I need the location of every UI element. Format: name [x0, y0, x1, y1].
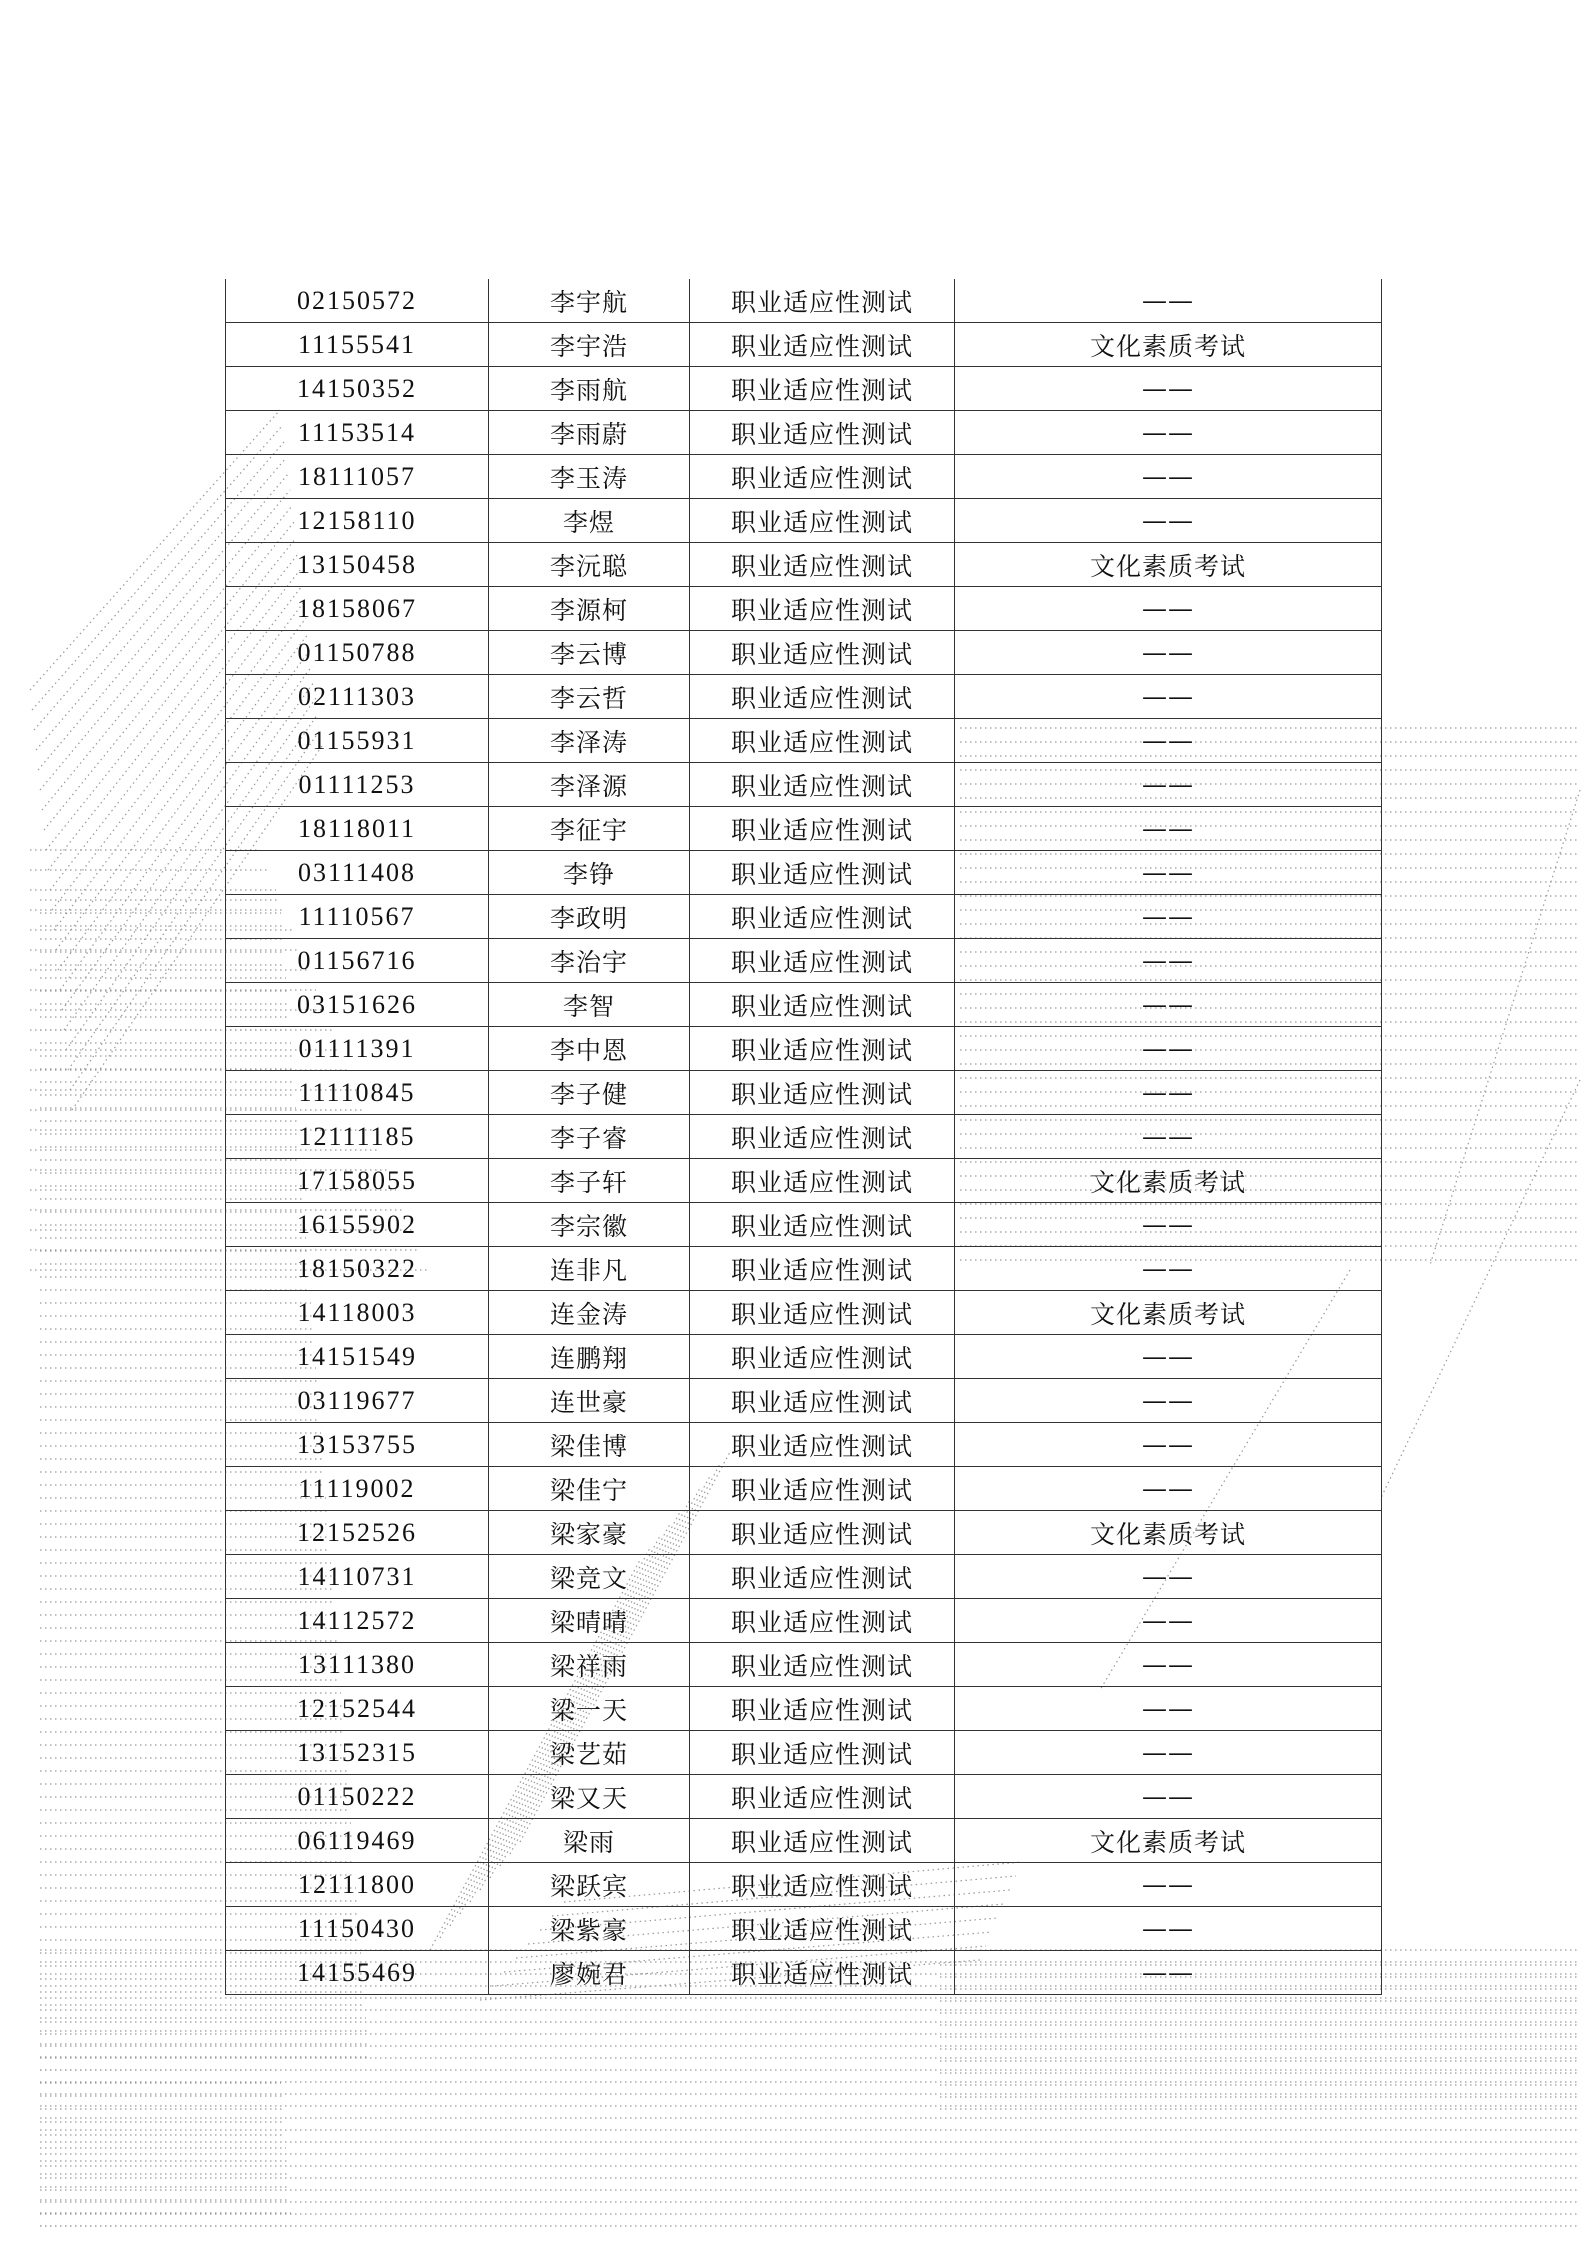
table-row — [226, 1115, 1382, 1159]
culture-exam-cell: —— — [955, 279, 1382, 323]
aptitude-test-cell: 职业适应性测试 — [690, 1643, 955, 1687]
culture-exam-cell: —— — [955, 1951, 1382, 1995]
culture-exam-cell: —— — [955, 1115, 1382, 1159]
table-row — [226, 1467, 1382, 1511]
exam-id-cell: 11153514 — [226, 411, 489, 455]
exam-id-cell: 13111380 — [226, 1643, 489, 1687]
aptitude-test-cell: 职业适应性测试 — [690, 1027, 955, 1071]
exam-id-cell: 02150572 — [226, 279, 489, 323]
aptitude-test-cell: 职业适应性测试 — [690, 851, 955, 895]
aptitude-test-cell: 职业适应性测试 — [690, 1775, 955, 1819]
aptitude-test-cell: 职业适应性测试 — [690, 1555, 955, 1599]
candidate-name-cell: 梁紫豪 — [489, 1907, 690, 1951]
exam-id-cell: 13152315 — [226, 1731, 489, 1775]
candidate-name-cell: 李源柯 — [489, 587, 690, 631]
candidate-name-cell: 李玉涛 — [489, 455, 690, 499]
table-row — [226, 323, 1382, 367]
aptitude-test-cell: 职业适应性测试 — [690, 895, 955, 939]
table-row — [226, 851, 1382, 895]
culture-exam-cell: —— — [955, 1643, 1382, 1687]
aptitude-test-cell: 职业适应性测试 — [690, 367, 955, 411]
candidate-name-cell: 梁雨 — [489, 1819, 690, 1863]
candidate-name-cell: 李煜 — [489, 499, 690, 543]
aptitude-test-cell: 职业适应性测试 — [690, 1731, 955, 1775]
aptitude-test-cell: 职业适应性测试 — [690, 1511, 955, 1555]
culture-exam-cell: —— — [955, 499, 1382, 543]
candidate-name-cell: 梁晴晴 — [489, 1599, 690, 1643]
exam-id-cell: 12152544 — [226, 1687, 489, 1731]
culture-exam-cell: —— — [955, 1687, 1382, 1731]
candidate-name-cell: 李子睿 — [489, 1115, 690, 1159]
table-row — [226, 1863, 1382, 1907]
candidate-name-cell: 李宗徽 — [489, 1203, 690, 1247]
candidate-name-cell: 李征宇 — [489, 807, 690, 851]
table-row — [226, 1951, 1382, 1995]
candidate-name-cell: 连金涛 — [489, 1291, 690, 1335]
culture-exam-cell: —— — [955, 1027, 1382, 1071]
exam-id-cell: 11110845 — [226, 1071, 489, 1115]
culture-exam-cell: —— — [955, 1599, 1382, 1643]
culture-exam-cell: 文化素质考试 — [955, 1511, 1382, 1555]
culture-exam-cell: —— — [955, 1203, 1382, 1247]
aptitude-test-cell: 职业适应性测试 — [690, 1291, 955, 1335]
aptitude-test-cell: 职业适应性测试 — [690, 1467, 955, 1511]
culture-exam-cell: —— — [955, 1467, 1382, 1511]
culture-exam-cell: 文化素质考试 — [955, 1159, 1382, 1203]
aptitude-test-cell: 职业适应性测试 — [690, 1907, 955, 1951]
table-row — [226, 1159, 1382, 1203]
culture-exam-cell: —— — [955, 807, 1382, 851]
candidate-name-cell: 廖婉君 — [489, 1951, 690, 1995]
table-row — [226, 1247, 1382, 1291]
exam-id-cell: 01111391 — [226, 1027, 489, 1071]
exam-id-cell: 18111057 — [226, 455, 489, 499]
aptitude-test-cell: 职业适应性测试 — [690, 455, 955, 499]
table-row — [226, 1335, 1382, 1379]
culture-exam-cell: —— — [955, 1379, 1382, 1423]
aptitude-test-cell: 职业适应性测试 — [690, 1247, 955, 1291]
exam-id-cell: 14110731 — [226, 1555, 489, 1599]
exam-id-cell: 18158067 — [226, 587, 489, 631]
aptitude-test-cell: 职业适应性测试 — [690, 1687, 955, 1731]
candidate-name-cell: 李政明 — [489, 895, 690, 939]
table-row — [226, 1643, 1382, 1687]
culture-exam-cell: —— — [955, 1731, 1382, 1775]
candidate-name-cell: 李沅聪 — [489, 543, 690, 587]
aptitude-test-cell: 职业适应性测试 — [690, 631, 955, 675]
aptitude-test-cell: 职业适应性测试 — [690, 1203, 955, 1247]
aptitude-test-cell: 职业适应性测试 — [690, 1335, 955, 1379]
table-row — [226, 1775, 1382, 1819]
exam-id-cell: 01111253 — [226, 763, 489, 807]
exam-id-cell: 16155902 — [226, 1203, 489, 1247]
table-row — [226, 499, 1382, 543]
table-row — [226, 1731, 1382, 1775]
culture-exam-cell: —— — [955, 631, 1382, 675]
exam-id-cell: 06119469 — [226, 1819, 489, 1863]
table-row — [226, 675, 1382, 719]
table-row — [226, 367, 1382, 411]
aptitude-test-cell: 职业适应性测试 — [690, 675, 955, 719]
aptitude-test-cell: 职业适应性测试 — [690, 1423, 955, 1467]
exam-id-cell: 13153755 — [226, 1423, 489, 1467]
culture-exam-cell: —— — [955, 763, 1382, 807]
exam-id-cell: 03111408 — [226, 851, 489, 895]
culture-exam-cell: —— — [955, 983, 1382, 1027]
exam-id-cell: 11150430 — [226, 1907, 489, 1951]
table-row — [226, 1071, 1382, 1115]
culture-exam-cell: 文化素质考试 — [955, 543, 1382, 587]
candidate-name-cell: 梁佳宁 — [489, 1467, 690, 1511]
candidate-name-cell: 连鹏翔 — [489, 1335, 690, 1379]
culture-exam-cell: —— — [955, 1907, 1382, 1951]
candidate-name-cell: 李云哲 — [489, 675, 690, 719]
table-row — [226, 1203, 1382, 1247]
table-row — [226, 939, 1382, 983]
culture-exam-cell: —— — [955, 1071, 1382, 1115]
culture-exam-cell: —— — [955, 1555, 1382, 1599]
culture-exam-cell: 文化素质考试 — [955, 323, 1382, 367]
exam-id-cell: 14118003 — [226, 1291, 489, 1335]
exam-id-cell: 14150352 — [226, 367, 489, 411]
table-row — [226, 587, 1382, 631]
candidate-name-cell: 李泽涛 — [489, 719, 690, 763]
table-row — [226, 1511, 1382, 1555]
aptitude-test-cell: 职业适应性测试 — [690, 1951, 955, 1995]
table-row — [226, 763, 1382, 807]
table-row — [226, 1423, 1382, 1467]
candidate-table — [225, 279, 1382, 1995]
candidate-name-cell: 梁佳博 — [489, 1423, 690, 1467]
candidate-name-cell: 李治宇 — [489, 939, 690, 983]
aptitude-test-cell: 职业适应性测试 — [690, 499, 955, 543]
table-row — [226, 719, 1382, 763]
table-row — [226, 983, 1382, 1027]
candidate-name-cell: 李泽源 — [489, 763, 690, 807]
exam-id-cell: 11155541 — [226, 323, 489, 367]
culture-exam-cell: —— — [955, 1335, 1382, 1379]
aptitude-test-cell: 职业适应性测试 — [690, 1819, 955, 1863]
aptitude-test-cell: 职业适应性测试 — [690, 1599, 955, 1643]
exam-id-cell: 03119677 — [226, 1379, 489, 1423]
exam-id-cell: 12111185 — [226, 1115, 489, 1159]
table-row — [226, 455, 1382, 499]
exam-id-cell: 18118011 — [226, 807, 489, 851]
table-row — [226, 1819, 1382, 1863]
exam-id-cell: 14155469 — [226, 1951, 489, 1995]
table-row — [226, 1599, 1382, 1643]
culture-exam-cell: —— — [955, 895, 1382, 939]
candidate-name-cell: 梁又天 — [489, 1775, 690, 1819]
candidate-name-cell: 梁祥雨 — [489, 1643, 690, 1687]
aptitude-test-cell: 职业适应性测试 — [690, 543, 955, 587]
aptitude-test-cell: 职业适应性测试 — [690, 719, 955, 763]
table-row — [226, 1291, 1382, 1335]
table-row — [226, 279, 1382, 323]
culture-exam-cell: —— — [955, 367, 1382, 411]
exam-id-cell: 02111303 — [226, 675, 489, 719]
culture-exam-cell: 文化素质考试 — [955, 1291, 1382, 1335]
exam-id-cell: 03151626 — [226, 983, 489, 1027]
culture-exam-cell: —— — [955, 1863, 1382, 1907]
candidate-name-cell: 梁一天 — [489, 1687, 690, 1731]
aptitude-test-cell: 职业适应性测试 — [690, 1115, 955, 1159]
culture-exam-cell: —— — [955, 851, 1382, 895]
exam-id-cell: 11110567 — [226, 895, 489, 939]
culture-exam-cell: —— — [955, 675, 1382, 719]
aptitude-test-cell: 职业适应性测试 — [690, 807, 955, 851]
table-row — [226, 895, 1382, 939]
exam-id-cell: 11119002 — [226, 1467, 489, 1511]
aptitude-test-cell: 职业适应性测试 — [690, 587, 955, 631]
exam-id-cell: 13150458 — [226, 543, 489, 587]
exam-id-cell: 14112572 — [226, 1599, 489, 1643]
candidate-name-cell: 连非凡 — [489, 1247, 690, 1291]
aptitude-test-cell: 职业适应性测试 — [690, 1159, 955, 1203]
candidate-table-body — [226, 279, 1382, 1995]
candidate-name-cell: 李中恩 — [489, 1027, 690, 1071]
aptitude-test-cell: 职业适应性测试 — [690, 1071, 955, 1115]
culture-exam-cell: —— — [955, 1247, 1382, 1291]
table-row — [226, 1555, 1382, 1599]
candidate-name-cell: 李智 — [489, 983, 690, 1027]
culture-exam-cell: —— — [955, 587, 1382, 631]
culture-exam-cell: —— — [955, 411, 1382, 455]
culture-exam-cell: —— — [955, 1775, 1382, 1819]
exam-id-cell: 12152526 — [226, 1511, 489, 1555]
aptitude-test-cell: 职业适应性测试 — [690, 279, 955, 323]
table-row — [226, 1687, 1382, 1731]
table-row — [226, 1379, 1382, 1423]
aptitude-test-cell: 职业适应性测试 — [690, 763, 955, 807]
aptitude-test-cell: 职业适应性测试 — [690, 323, 955, 367]
culture-exam-cell: 文化素质考试 — [955, 1819, 1382, 1863]
exam-id-cell: 14151549 — [226, 1335, 489, 1379]
candidate-name-cell: 连世豪 — [489, 1379, 690, 1423]
aptitude-test-cell: 职业适应性测试 — [690, 1863, 955, 1907]
table-row — [226, 1027, 1382, 1071]
aptitude-test-cell: 职业适应性测试 — [690, 983, 955, 1027]
candidate-name-cell: 李宇浩 — [489, 323, 690, 367]
candidate-name-cell: 李云博 — [489, 631, 690, 675]
candidate-name-cell: 李宇航 — [489, 279, 690, 323]
candidate-name-cell: 李雨航 — [489, 367, 690, 411]
culture-exam-cell: —— — [955, 1423, 1382, 1467]
culture-exam-cell: —— — [955, 939, 1382, 983]
exam-id-cell: 17158055 — [226, 1159, 489, 1203]
aptitude-test-cell: 职业适应性测试 — [690, 939, 955, 983]
culture-exam-cell: —— — [955, 455, 1382, 499]
table-row — [226, 1907, 1382, 1951]
exam-id-cell: 01150222 — [226, 1775, 489, 1819]
table-row — [226, 543, 1382, 587]
candidate-name-cell: 梁艺茹 — [489, 1731, 690, 1775]
candidate-name-cell: 李子健 — [489, 1071, 690, 1115]
candidate-name-cell: 梁跃宾 — [489, 1863, 690, 1907]
table-row — [226, 807, 1382, 851]
exam-id-cell: 18150322 — [226, 1247, 489, 1291]
exam-id-cell: 01155931 — [226, 719, 489, 763]
exam-id-cell: 12158110 — [226, 499, 489, 543]
aptitude-test-cell: 职业适应性测试 — [690, 411, 955, 455]
candidate-name-cell: 李子轩 — [489, 1159, 690, 1203]
candidate-name-cell: 梁家豪 — [489, 1511, 690, 1555]
table-row — [226, 631, 1382, 675]
candidate-name-cell: 李雨蔚 — [489, 411, 690, 455]
culture-exam-cell: —— — [955, 719, 1382, 763]
exam-id-cell: 01150788 — [226, 631, 489, 675]
exam-id-cell: 01156716 — [226, 939, 489, 983]
table-row — [226, 411, 1382, 455]
candidate-name-cell: 梁竞文 — [489, 1555, 690, 1599]
aptitude-test-cell: 职业适应性测试 — [690, 1379, 955, 1423]
candidate-name-cell: 李铮 — [489, 851, 690, 895]
exam-id-cell: 12111800 — [226, 1863, 489, 1907]
